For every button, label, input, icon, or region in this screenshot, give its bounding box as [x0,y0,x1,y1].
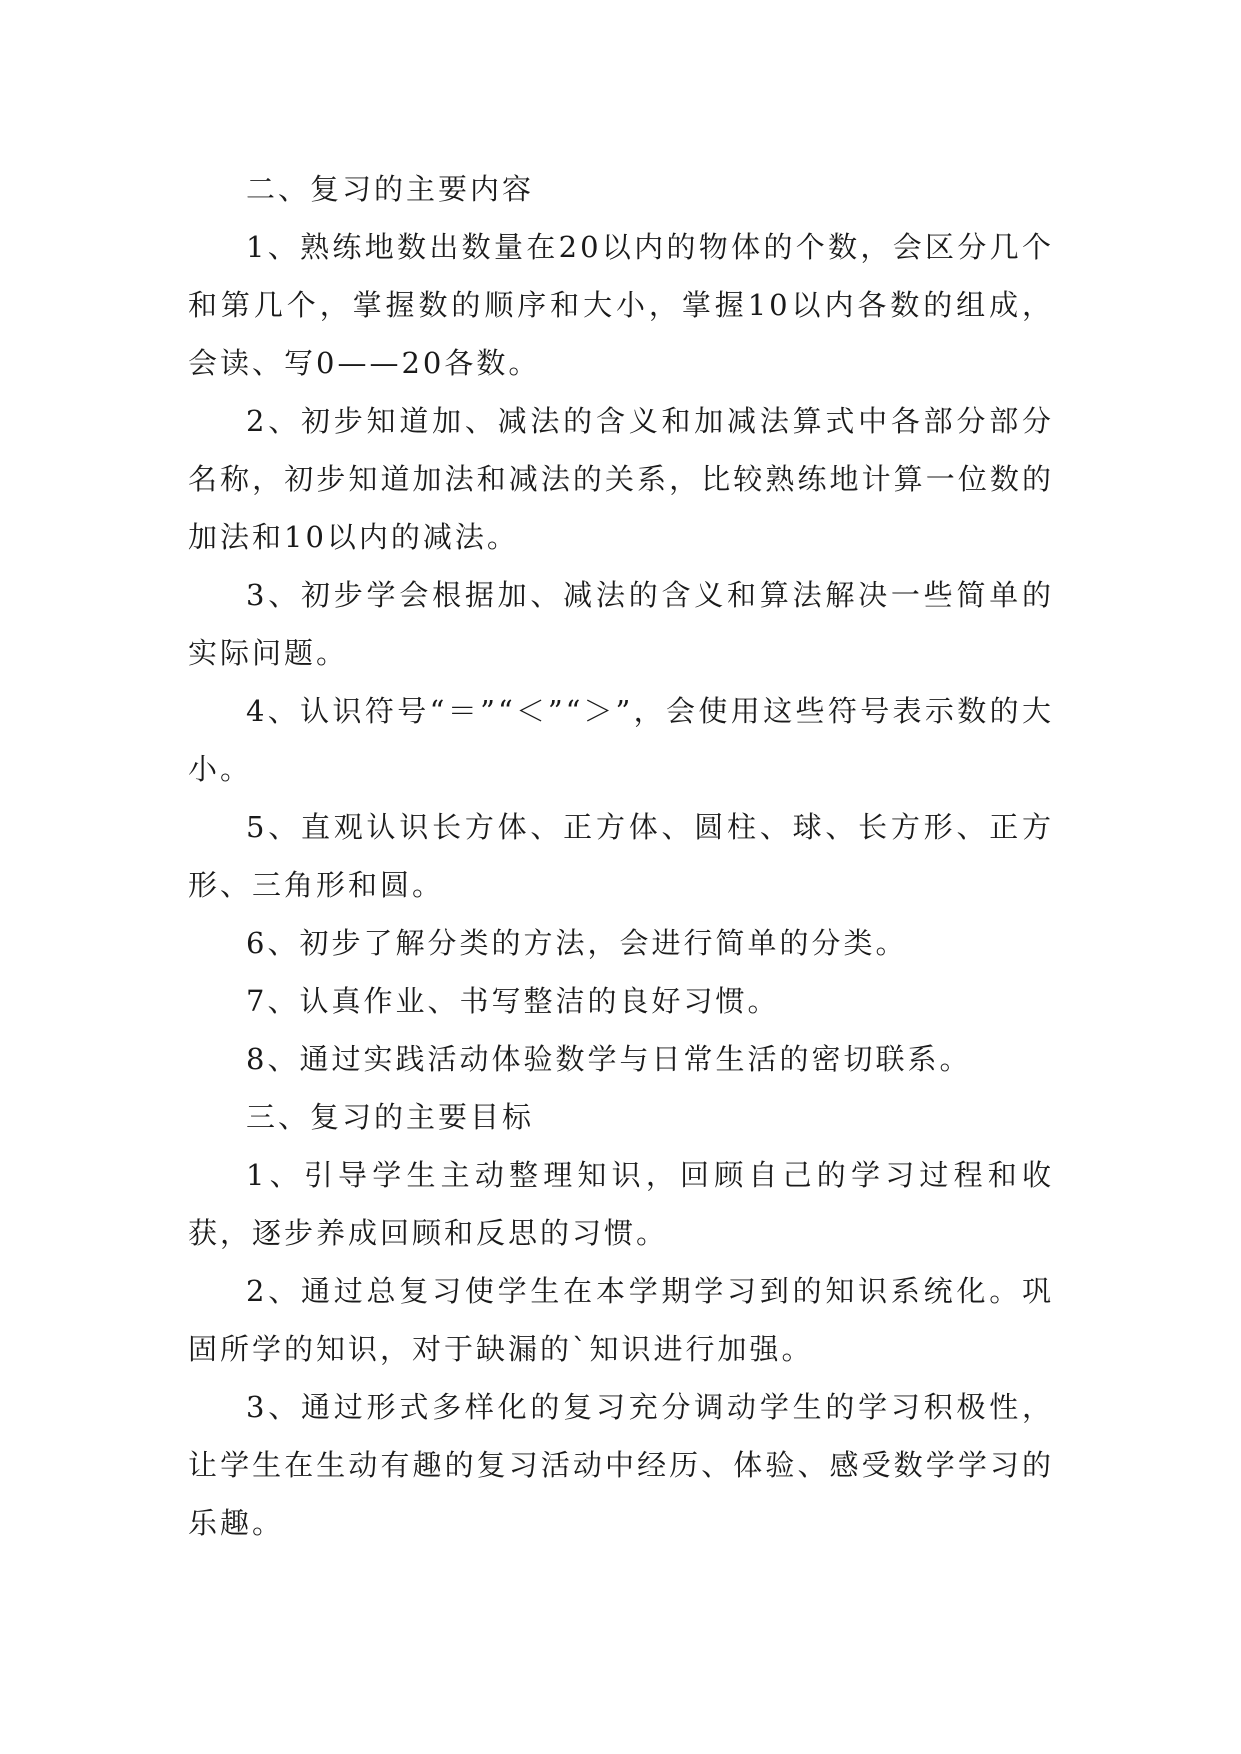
paragraph: 5、直观认识长方体、正方体、圆柱、球、长方形、正方形、三角形和圆。 [188,810,1054,902]
paragraph: 4、认识符号“＝”“＜”“＞”，会使用这些符号表示数的大小。 [188,694,1054,786]
paragraph: 2、通过总复习使学生在本学期学习到的知识系统化。巩固所学的知识，对于缺漏的`知识进行加强。 [188,1274,1054,1366]
paragraph: 6、初步了解分类的方法，会进行简单的分类。 [246,926,908,960]
document-body [188,160,1054,1552]
section-heading-review-goals: 三、复习的主要目标 [246,1100,535,1134]
paragraph: 1、引导学生主动整理知识，回顾自己的学习过程和收获，逐步养成回顾和反思的习惯。 [188,1158,1054,1250]
paragraph: 3、初步学会根据加、减法的含义和算法解决一些简单的实际问题。 [188,578,1054,670]
paragraph: 2、初步知道加、减法的含义和加减法算式中各部分部分名称，初步知道加法和减法的关系，比较熟练地计算一位数的加法和10以内的减法。 [188,404,1054,554]
paragraph: 8、通过实践活动体验数学与日常生活的密切联系。 [246,1042,972,1076]
paragraph: 7、认真作业、书写整洁的良好习惯。 [246,984,780,1018]
section-heading-review-content: 二、复习的主要内容 [246,172,535,206]
paragraph: 3、通过形式多样化的复习充分调动学生的学习积极性，让学生在生动有趣的复习活动中经历、体验、感受数学学习的乐趣。 [188,1390,1054,1540]
paragraph: 1、熟练地数出数量在20以内的物体的个数，会区分几个和第几个，掌握数的顺序和大小，掌握10以内各数的组成，会读、写0——20各数。 [188,230,1054,380]
